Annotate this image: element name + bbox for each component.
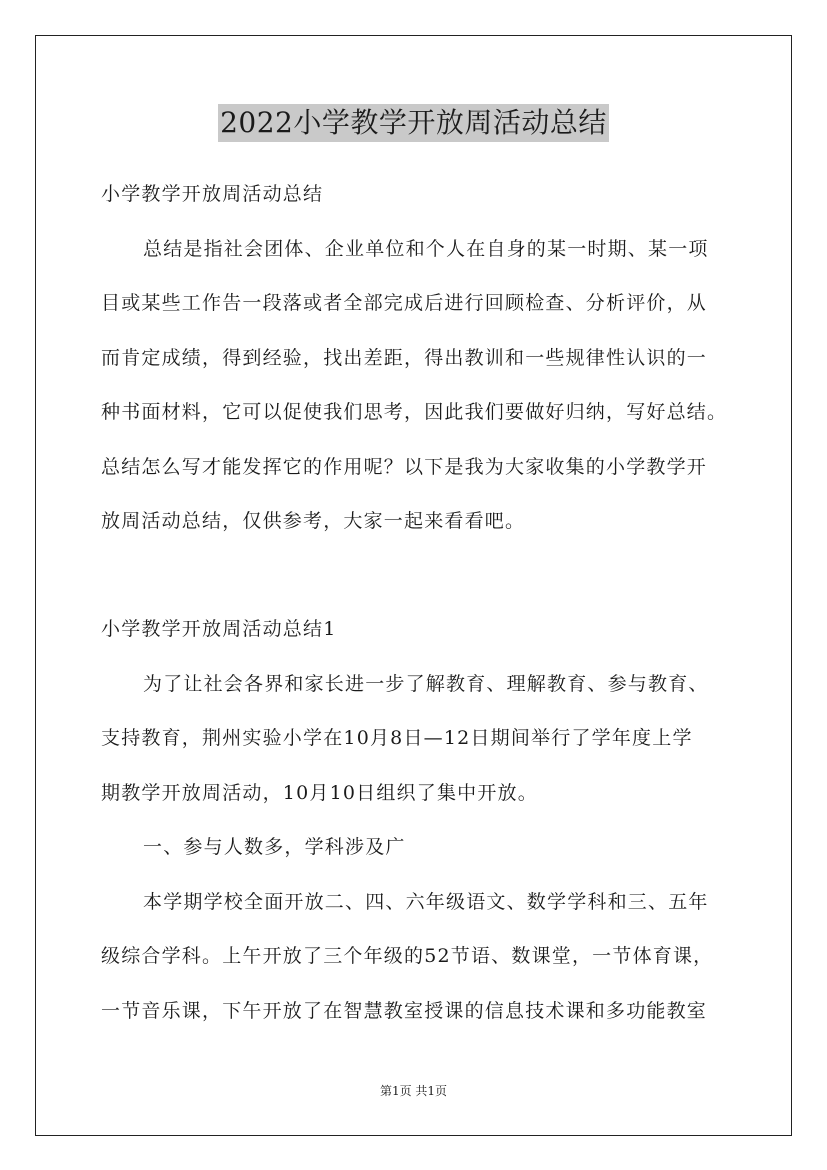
document-title: 2022小学教学开放周活动总结 <box>218 104 609 142</box>
paragraph-line: 而肯定成绩，得到经验，找出差距，得出教训和一些规律性认识的一 <box>101 347 708 369</box>
page-footer: 第1页 共1页 <box>379 1084 448 1098</box>
paragraph-line: 种书面材料，它可以促使我们思考，因此我们要做好归纳，写好总结。 <box>101 401 728 423</box>
paragraph-line: 期教学开放周活动，10月10日组织了集中开放。 <box>101 782 538 804</box>
title-container <box>0 104 827 142</box>
subheading-line: 一、参与人数多，学科涉及广 <box>143 836 406 858</box>
paragraph-line: 级综合学科。上午开放了三个年级的52节语、数课堂，一节体育课， <box>101 945 714 967</box>
paragraph-line: 本学期学校全面开放二、四、六年级语文、数学学科和三、五年 <box>143 891 709 913</box>
paragraph-line: 为了让社会各界和家长进一步了解教育、理解教育、参与教育、 <box>143 673 709 695</box>
paragraph-line: 放周活动总结，仅供参考，大家一起来看看吧。 <box>101 510 526 532</box>
section-heading-intro: 小学教学开放周活动总结 <box>101 183 324 205</box>
paragraph-line: 目或某些工作告一段落或者全部完成后进行回顾检查、分析评价，从 <box>101 292 708 314</box>
section-heading-1: 小学教学开放周活动总结1 <box>101 618 337 640</box>
paragraph-line: 总结是指社会团体、企业单位和个人在自身的某一时期、某一项 <box>143 238 709 260</box>
paragraph-line: 总结怎么写才能发挥它的作用呢？以下是我为大家收集的小学教学开 <box>101 456 708 478</box>
paragraph-line: 一节音乐课，下午开放了在智慧教室授课的信息技术课和多功能教室 <box>101 1000 708 1022</box>
paragraph-line: 支持教育，荆州实验小学在10月8日—12日期间举行了学年度上学 <box>101 727 693 749</box>
